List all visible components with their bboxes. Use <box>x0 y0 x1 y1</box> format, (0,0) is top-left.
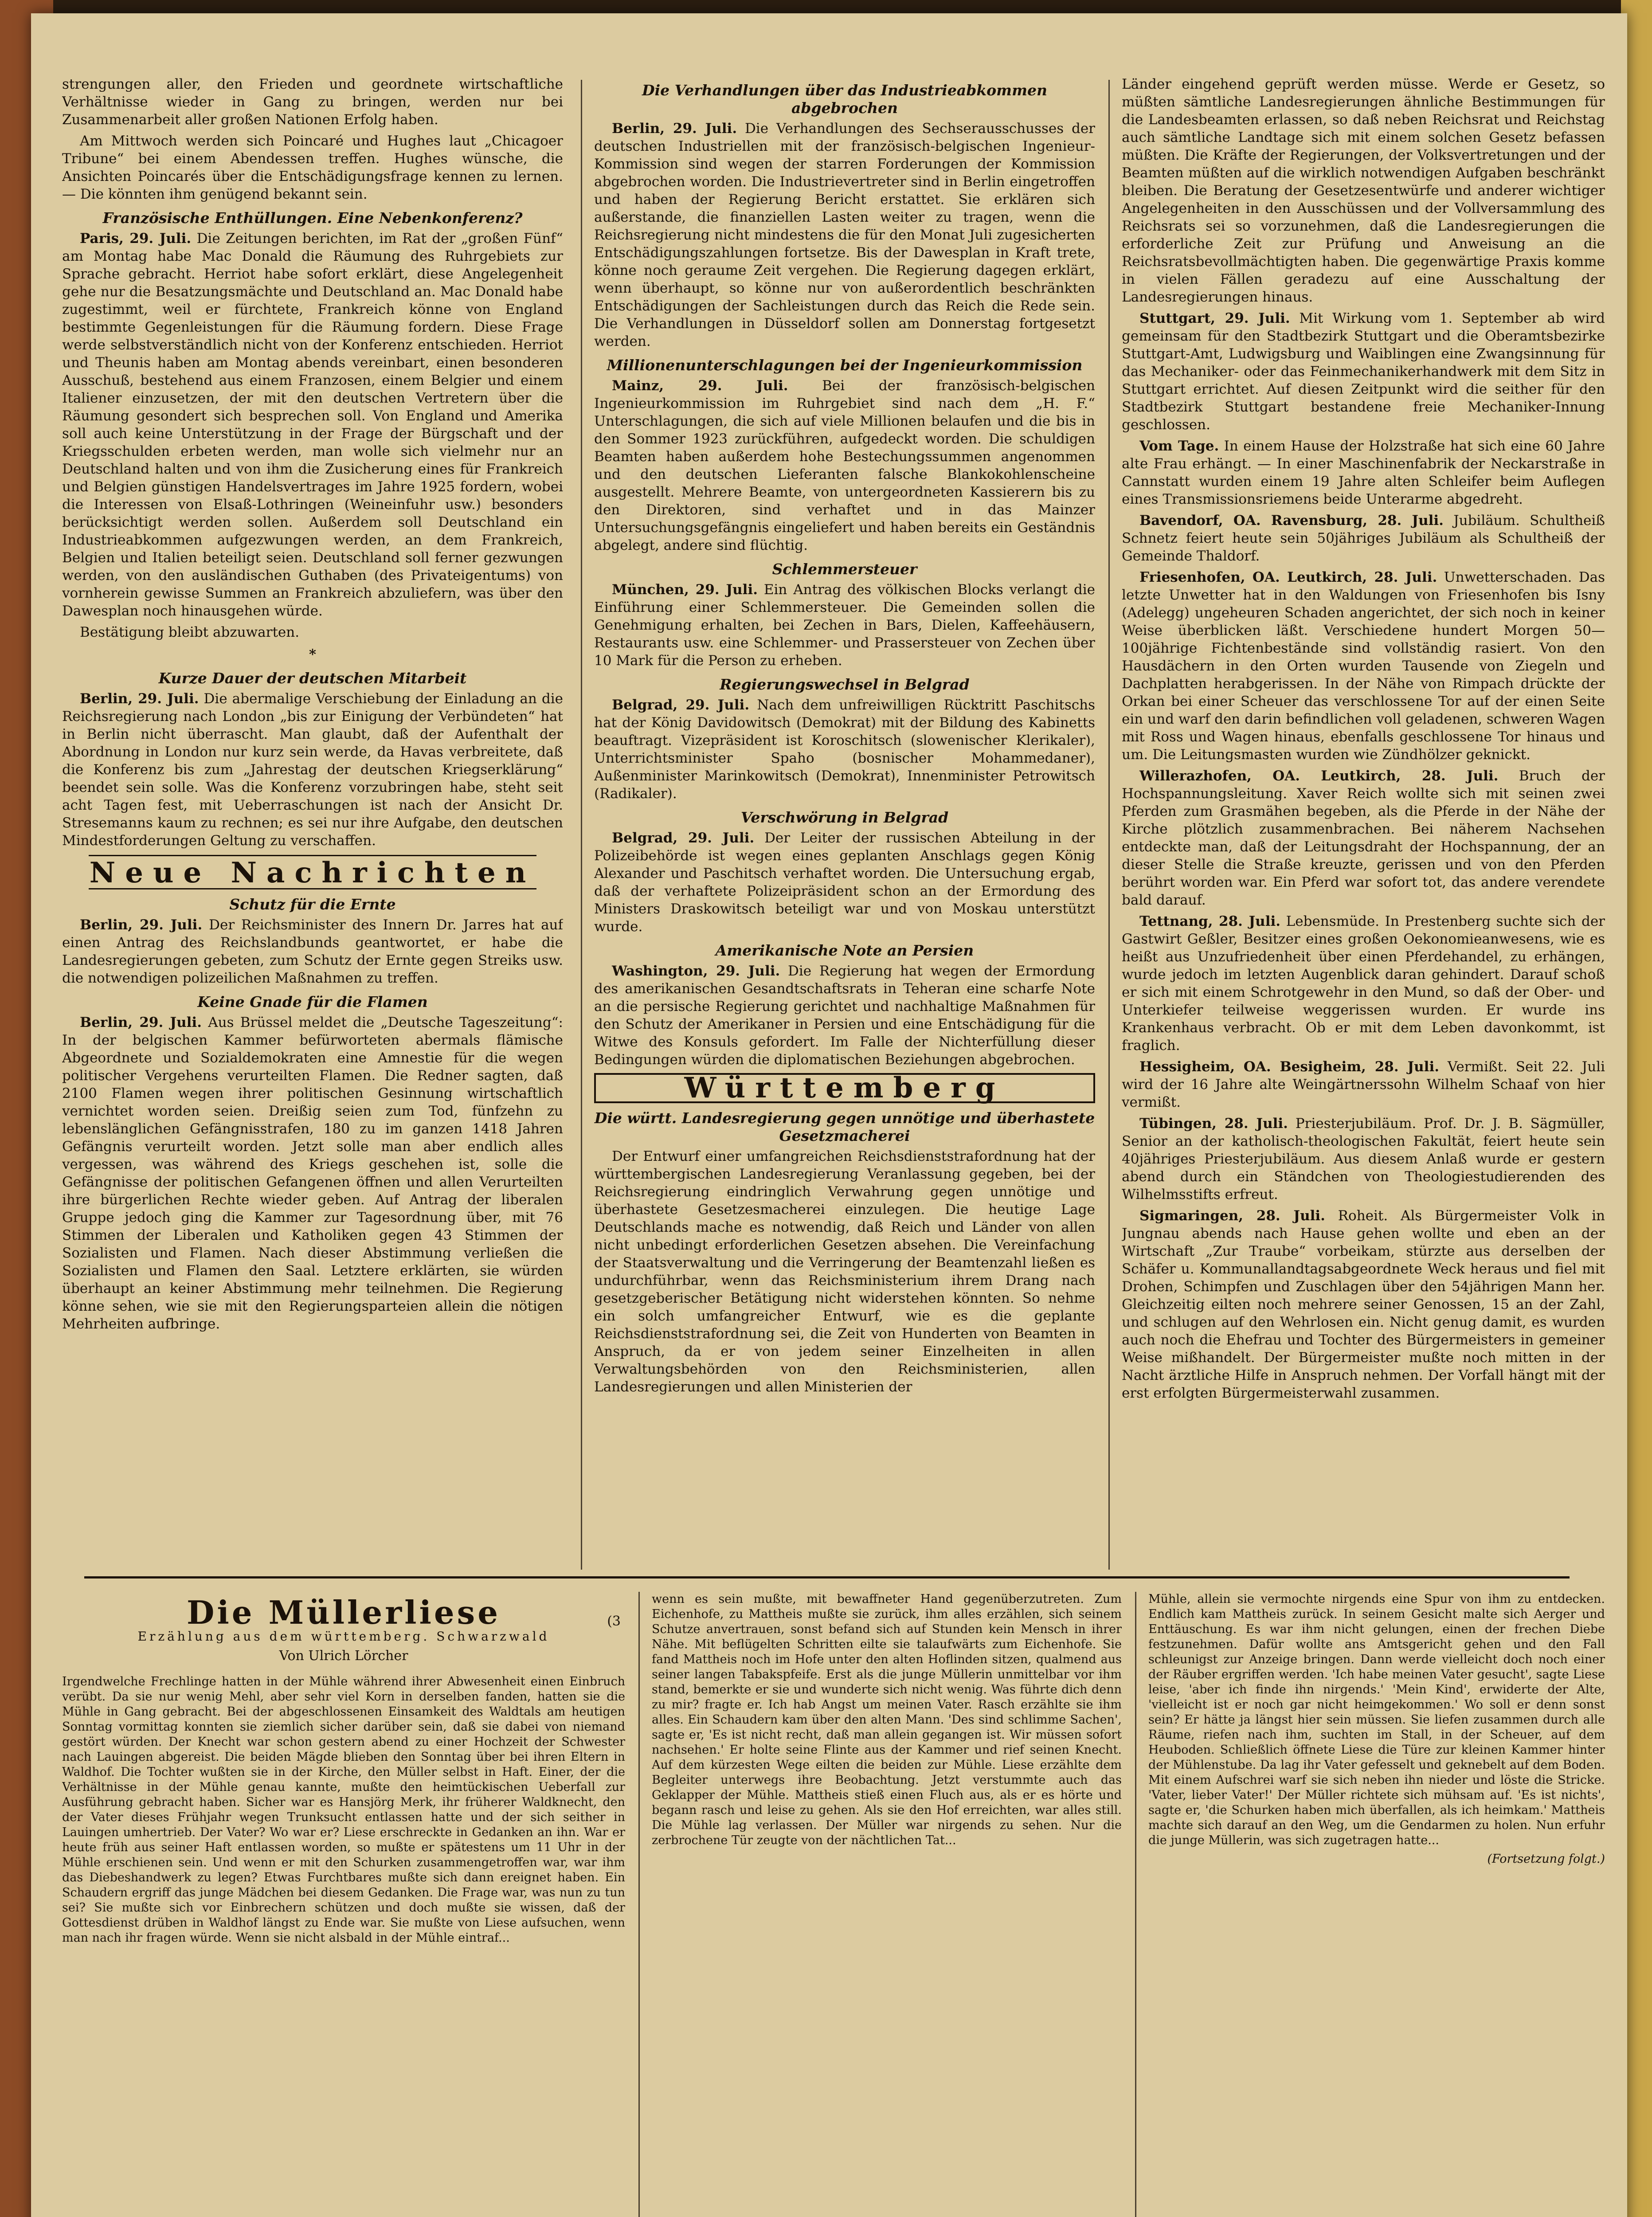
dateline: Sigmaringen, 28. Juli. <box>1139 1208 1325 1224</box>
article-headline: Regierungswechsel in Belgrad <box>720 676 970 693</box>
article-text: Ein Antrag des völkischen Blocks verlangt die Einführung einer Schlemmersteuer. Die Gemeinden sollen die Genehmigung erhalten, bei Zechen in Bars, Dielen, Kaffeehäusern, Restaurants usw. eine Schlemmer- und Prassersteuer von Zechen über 10 Mark für die Person zu erheben. <box>594 582 1095 669</box>
serial-text: Mühle, allein sie vermochte nirgends eine Spur von ihm zu entdecken. Endlich kam Mattheis zurück. In seinem Gesicht malte sich Aerger und Enttäuschung. Es war ihm nicht gelungen, einen der frechen Diebe festzunehmen. Dafür wollte ans Amtsgericht gehen und den Fall schleunigst zur Anzeige bringen. Dann werde vielleicht doch noch einer der Räuber ergriffen werden. 'Ich habe meinen Vater gesucht', sagte Liese leise, 'aber ich finde ihn nirgends.' 'Mein Kind', erwiderte der Alte, 'vielleicht ist er noch gar nicht heimgekommen.' Wo soll er denn sonst sein? Er hätte ja längst hier sein müssen. Sie liefen zusammen durch alle Räume, riefen nach ihm, suchten im Stall, in der Scheuer, auf dem Heuboden. Schließlich öffnete Liese die Türe zur kleinen Kammer hinter der Mühlenstube. Da lag ihr Vater gefesselt und geknebelt auf dem Boden. Mit einem Aufschrei warf sie sich neben ihn nieder und löste die Stricke. 'Vater, lieber Vater!' Der Müller richtete sich mühsam auf. 'Es ist nichts', sagte er, 'die Schurken haben mich überfallen, als ich heimkam.' Mattheis machte sich darauf an den Weg, um die Gendarmen zu holen. Nun erfuhr die junge Müllerin, was sich zugetragen hatte... <box>1148 1592 1605 1847</box>
dateline: Berlin, 29. Juli. <box>80 1014 202 1030</box>
section-title: Neue Nachrichten <box>89 856 536 889</box>
dateline: Paris, 29. Juli. <box>80 231 192 247</box>
newspaper-page <box>31 13 1627 2217</box>
column-3 <box>1122 75 1605 1561</box>
column-rule <box>1108 80 1110 1570</box>
article-text: Lebensmüde. In Prestenberg suchte sich der Gastwirt Geßler, Besitzer eines großen Oekonomieanwesens, wie es heißt aus Unzufriedenheit über einen Pferdehandel, zu erhängen, wurde jedoch im letzten Augenblick daran gehindert. Darauf schoß er sich mit einem Schrotgewehr in den Mund, so daß der Ober- und Unterkiefer teilweise weggerissen wurden. Er wurde ins Krankenhaus verbracht. Ob er mit dem Leben davonkommt, ist fraglich. <box>1122 913 1605 1054</box>
article-text: Nach dem unfreiwilligen Rücktritt Paschitschs hat der König Davidowitsch (Demokrat) mit der Bildung des Kabinetts beauftragt. Vizepräsident ist Koroschitsch (slowenischer Klerikaler), Unterrichtsminister Spaho (bosnischer Mohammedaner), Außenminister Marinkowitsch (Demokrat), Innenminister Petrowitsch (Radikaler). <box>594 697 1095 802</box>
article-text: Priesterjubiläum. Prof. Dr. J. B. Sägmüller, Senior an der katholisch-theologischen Fakultät, feiert heute sein 40jähriges Priesterjubiläum. Aus diesem Anlaß wurde er gestern abend durch ein Ständchen von Theologiestudierenden des Wilhelmsstifts erfreut. <box>1122 1116 1605 1203</box>
article-text: Am Mittwoch werden sich Poincaré und Hughes laut „Chicagoer Tribune“ bei einem Abendessen treffen. Hughes wünsche, die Ansichten Poincarés über die Entschädigungsfrage kennen zu lernen. — Die könnten ihm genügend bekannt sein. <box>62 133 563 202</box>
feuilleton-separator <box>84 1576 1570 1579</box>
dateline: Belgrad, 29. Juli. <box>612 830 755 846</box>
dateline: Washington, 29. Juli. <box>612 963 780 979</box>
article-headline: Französische Enthüllungen. Eine Nebenkonferenz? <box>102 209 523 227</box>
serial-title: Die Müllerliese <box>186 1594 501 1631</box>
column-rule <box>581 80 582 1570</box>
serial-column-3 <box>1148 1592 1605 2217</box>
article-text: Länder eingehend geprüft werden müsse. Werde er Gesetz, so müßten sämtliche Landesregierungen ähnliche Bestimmungen für die Landesbeamten erlassen, so daß neben Reichsrat und Reichstag auch sämtliche Landtage sich mit einem solchen Gesetz befassen müßten. Die Kräfte der Regierungen, der Volksvertretungen und der Beamten müßten auf die wirklich notwendigen Aufgaben beschränkt bleiben. Die Beratung der Gesetzesentwürfe und anderer wichtiger Angelegenheiten in den Ausschüssen und der Vollversammlung des Reichsrats sei so vorzunehmen, daß die Landesregierungen die erforderliche Zeit zur Prüfung und Anweisung an die Reichsratsbevollmächtigten haben. Die gegenwärtige Praxis komme in vielen Fällen geradezu auf eine Ausschaltung der Landesregierungen hinaus. <box>1122 76 1605 305</box>
column-1 <box>62 75 563 1561</box>
column-rule <box>1135 1592 1136 2217</box>
article-text: Die Zeitungen berichten, im Rat der „großen Fünf“ am Montag habe Mac Donald die Räumung des Ruhrgebiets zur Sprache gebracht. Herriot habe sofort erklärt, diese Angelegenheit gehe nur die Besatzungsmächte und Deutschland an. Mac Donald habe zugestimmt, weil er fürchtete, Frankreich könne von England bestimmte Gegenleistungen für die Räumung fordern. Diese Frage werde selbstverständlich nicht von der Konferenz entschieden. Herriot und Theunis haben am Montag abends vereinbart, einen besonderen Ausschuß, bestehend aus einem Franzosen, einem Belgier und einem Italiener einzusetzen, der mit den deutschen Vertretern über die Räumung gesondert sich besprechen soll. Von England und Amerika soll auch keine Unterstützung in der Frage der Bürgschaft und der Kriegsschulden erbeten werden, man wolle sich vielmehr nur an Deutschland halten und von ihm die Zusicherung eines für Frankreich und Belgien günstigen Handelsvertrages im Jahre 1925 fordern, wobei die Interessen von Elsaß-Lothringen (Weineinfuhr usw.) besonders berücksichtigt werden sollen. Außerdem soll Deutschland ein Industrieabkommen aufgezwungen werden, an dem Frankreich, Belgien und Italien beteiligt seien. Deutschland soll ferner gezwungen werden, von den ausländischen Guthaben (des Privateigentums) von vornherein gewisse Summen an Frankreich abzuliefern, was über den Dawesplan noch hinausgehen würde. <box>62 231 563 619</box>
article-text: Vermißt. Seit 22. Juli wird der 16 Jahre alte Weingärtnerssohn Wilhelm Schaaf von hier vermißt. <box>1122 1059 1605 1110</box>
dateline: Friesenhofen, OA. Leutkirch, 28. Juli. <box>1139 569 1437 585</box>
serial-column-1 <box>62 1592 625 2217</box>
serial-column-2 <box>652 1592 1122 2217</box>
dateline: Mainz, 29. Juli. <box>612 378 788 394</box>
serial-text: wenn es sein mußte, mit bewaffneter Hand gegenüberzutreten. Zum Eichenhofe, zu Mattheis mußte sie zurück, ihm alles erzählen, sich seinem Schutze anvertrauen, sonst befand sich auf Stunden kein Mensch in ihrer Nähe. Mit beflügelten Schritten eilte sie talaufwärts zum Eichenhofe. Sie fand Mattheis noch im Hofe unter den alten Hoflinden sitzen, qualmend aus seiner langen Tabakspfeife. Erst als die junge Müllerin unmittelbar vor ihm stand, bemerkte er sie und wunderte sich nicht wenig. Was führte dich denn zu mir? fragte er. Ich hab Angst um meinen Vater. Rasch erzählte sie ihm alles. Ein Schaudern kam über den alten Mann. 'Des sind schlimme Sachen', sagte er, 'Es ist nicht recht, daß man allein gegangen ist. Wir müssen sofort nachsehen.' Er holte seine Flinte aus der Kammer und rief seinen Knecht. Auf dem kürzesten Wege eilten die beiden zur Mühle. Liese erzählte dem Begleiter unterwegs ihre Beobachtung. Jetzt verstummte auch das Geklapper der Mühle. Mattheis stieß einen Fluch aus, als er es hörte und begann rasch und leise zu gehen. Als sie den Hof erreichten, war alles still. Die Mühle lag verlassen. Der Müller war nirgends zu sehen. Nur die zerbrochene Tür zeugte von der nächtlichen Tat... <box>652 1592 1122 1847</box>
article-text: Der Reichsminister des Innern Dr. Jarres hat auf einen Antrag des Reichslandbunds geantwortet, er habe die Landesregierungen gebeten, zum Schutz der Ernte gegen Streiks usw. die notwendigen polizeilichen Maßnahmen zu treffen. <box>62 917 563 986</box>
column-2 <box>594 75 1095 1561</box>
article-text: strengungen aller, den Frieden und geordnete wirtschaftliche Verhältnisse wieder in Gang zu bringen, werden nur bei Zusammenarbeit aller großen Nationen Erfolg haben. <box>62 76 563 128</box>
dateline: Berlin, 29. Juli. <box>612 121 737 137</box>
article-headline: Keine Gnade für die Flamen <box>197 993 428 1011</box>
section-title: Württemberg <box>684 1071 1005 1105</box>
article-headline: Kurze Dauer der deutschen Mitarbeit <box>158 670 467 687</box>
separator-star: * <box>309 646 317 662</box>
article-headline: Schutz für die Ernte <box>229 896 396 913</box>
dateline: Bavendorf, OA. Ravensburg, 28. Juli. <box>1139 513 1444 529</box>
dateline: Berlin, 29. Juli. <box>80 691 199 707</box>
dateline: Vom Tage. <box>1139 438 1219 454</box>
dateline: Willerazhofen, OA. Leutkirch, 28. Juli. <box>1139 768 1499 784</box>
article-text: Der Leiter der russischen Abteilung in der Polizeibehörde ist wegen eines geplanten Anschlags gegen König Alexander und Paschitsch verhaftet worden. Die Untersuchung ergab, daß der verhaftete Polizeipräsident schon an der Ermordung des Ministers Draskowitsch beteiligt war und von Moskau unterstützt wurde. <box>594 830 1095 935</box>
article-text: Jubiläum. Schultheiß Schnetz feiert heute sein 50jähriges Jubiläum als Schultheiß der Gemeinde Thaldorf. <box>1122 513 1605 564</box>
article-text: Bruch der Hochspannungsleitung. Xaver Reich wollte sich mit seinen zwei Pferden zum Grasmähen begeben, als die Pferde in der Nähe der Kirche plötzlich zusammenbrachen. Bei näherem Nachsehen entdeckte man, daß der Leitungsdraht der Hochspannung, der an dieser Stelle die Straße kreuzte, gerissen und von den Pferden berührt worden war. Ein Pferd war sofort tot, das andere verendete bald darauf. <box>1122 768 1605 908</box>
article-text: Der Entwurf einer umfangreichen Reichsdienststrafordnung hat der württembergischen Landesregierung Veranlassung gegeben, bei der Reichsregierung eindringlich Verwahrung gegen unnötige und überhastete Gesetzesmacherei einzulegen. Die heutige Lage Deutschlands mache es notwendig, daß Reich und Länder von allen nicht unbedingt erforderlichen Gesetzen absehen. Die Vereinfachung der Staatsverwaltung und die Verringerung der Beamtenzahl ließen es undurchführbar, wenn das Reichsministerium ihrem Drang nach gesetzgeberischer Betätigung nicht widerstehen könnten. So nehme ein solch umfangreicher Entwurf, wie es die geplante Reichsdienststrafordnung sei, die Zeit von Hunderten von Beamten in Anspruch, da er von jedem seiner Einzelheiten in allen Verwaltungsbehörden von den Reichsministerien, allen Landesregierungen und allen Ministerien der <box>594 1148 1095 1395</box>
dateline: Berlin, 29. Juli. <box>80 917 203 933</box>
serial-text: Irgendwelche Frechlinge hatten in der Mühle während ihrer Abwesenheit einen Einbruch verübt. Da sie nur wenig Mehl, aber sehr viel Korn in derselben fanden, hatten sie die Mühle in Gang gebracht. Bei der abgeschlossenen Einsamkeit des Waldtals am heutigen Sonntag vormittag konnten sie ziemlich sicher darüber sein, daß sie dabei von niemand gestört würden. Der Knecht war schon gestern abend zu einer Hochzeit der Schwester nach Lauingen abgereist. Die beiden Mägde blieben den Sonntag über bei ihren Eltern in Waldhof. Die Tochter wußten sie in der Kirche, den Müller selbst in Haft. Einer, der die Verhältnisse in der Mühle genau kannte, mußte den heimtückischen Ueberfall zur Ausführung gebracht haben. Sicher war es Hansjörg Merk, ihr früherer Waldknecht, den der Vater dieses Frühjahr wegen Trunksucht entlassen hatte und der sich seither in Lauingen umhertrieb. Der Vater? Wo war er? Liese erschreckte in Gedanken an ihn. War er heute früh aus seiner Haft entlassen worden, so mußte er spätestens um 11 Uhr in der Mühle erschienen sein. Und wenn er mit den Schurken zusammengetroffen war, war ihm das Diebeshandwerk zu legen? Etwas Furchtbares mußte sich dann ereignet haben. Ein Schaudern ergriff das junge Mädchen bei diesem Gedanken. Die Frage war, was nun zu tun sei? Sie mußte sich vor Einbrechern schützen und doch mußte sie wissen, daß der Gottesdienst drüben in Waldhof längst zu Ende war. Sie mußte von Liese aufsuchen, wenn man nach ihr fragen würde. Wenn sie nicht alsbald in der Mühle eintraf... <box>62 1675 625 1945</box>
article-text: In einem Hause der Holzstraße hat sich eine 60 Jahre alte Frau erhängt. — In einer Maschinenfabrik der Neckarstraße in Cannstatt wurden einem 19 Jahre alten Schleifer beim Auflegen eines Transmissionsriemens beide Unterarme abgedreht. <box>1122 438 1605 507</box>
article-headline: Schlemmersteuer <box>772 560 917 578</box>
dateline: Belgrad, 29. Juli. <box>612 697 750 713</box>
article-text: Unwetterschaden. Das letzte Unwetter hat in den Waldungen von Friesenhofen bis Isny (Adelegg) ungeheuren Schaden angerichtet, der sich noch in keiner Weise überblicken läßt. Verschiedene hundert Morgen 50—100jährige Fichtenbestände sind vollständig rasiert. Von den Hausdächern in den Orten wurden Tausende von Ziegeln und Dachplatten herabgerissen. In der Nähe von Rimpach drückte der Orkan bei einer Scheuer das verschlossene Tor auf der einen Seite ein und warf den darin befindlichen voll geladenen, schweren Wagen mit Ross und Wagen hinaus, ebenfalls geschlossene Tor hinaus und um. Die Leitungsmasten wurden wie Zündhölzer geknickt. <box>1122 569 1605 763</box>
dateline: Tettnang, 28. Juli. <box>1139 913 1281 929</box>
article-text: Die Regierung hat wegen der Ermordung des amerikanischen Gesandtschaftsrats in Teheran eine scharfe Note an die persische Regierung gerichtet und nachhaltige Maßnahmen für den Schutz der Amerikaner in Persien und eine Entschädigung für die Witwe des Konsuls gefordert. Im Falle der Nichterfüllung dieser Bedingungen würden die diplomatischen Beziehungen abgebrochen. <box>594 963 1095 1068</box>
article-headline: Amerikanische Note an Persien <box>715 942 974 959</box>
serial-subtitle: Erzählung aus dem württemberg. Schwarzwald <box>137 1629 550 1644</box>
article-text: Die Verhandlungen des Sechserausschusses der deutschen Industriellen mit der französisch-belgischen Ingenieur-Kommission sind wegen der starren Forderungen der Kommission abgebrochen worden. Die Industrievertreter sind in Berlin eingetroffen und haben der Regierung Bericht erstattet. Sie erklären sich außerstande, die finanziellen Lasten weiter zu tragen, wenn die Reichsregierung nicht mindestens die für den Monat Juli zugesicherten Entschädigungszahlungen fortsetze. Bis der Dawesplan in Kraft trete, könne noch geraume Zeit vergehen. Die Regierung dagegen erklärt, wenn überhaupt, so könne nur von außerordentlich beschränkten Entschädigungen der Sachleistungen durch das Reich die Rede sein. Die Verhandlungen in Düsseldorf sollen am Donnerstag fortgesetzt werden. <box>594 121 1095 349</box>
article-text: Die abermalige Verschiebung der Einladung an die Reichsregierung nach London „bis zur Einigung der Verbündeten“ hat in Berlin nicht überrascht. Man glaubt, daß der Aufenthalt der Abordnung in London nur kurz sein werde, da Havas verbreitete, daß die Konferenz bis zum „Jahrestag der deutschen Kriegserklärung“ beendet sein solle. Was die Konferenz vorzubringen habe, steht seit acht Tagen fest, mit Ueberraschungen ist nach der Ansicht Dr. Stresemanns kaum zu rechnen; es sei nur ihre Aufgabe, den deutschen Mindestforderungen Geltung zu verschaffen. <box>62 691 563 849</box>
article-headline: Die württ. Landesregierung gegen unnötige und überhastete Gesetzmacherei <box>594 1109 1095 1144</box>
article-text: Bestätigung bleibt abzuwarten. <box>80 624 300 640</box>
section-title-box <box>594 1073 1095 1103</box>
continued-note: (Fortsetzung folgt.) <box>1487 1852 1605 1866</box>
column-rule <box>638 1592 640 2217</box>
dateline: München, 29. Juli. <box>612 582 758 598</box>
article-headline: Verschwörung in Belgrad <box>740 809 949 826</box>
article-text: Aus Brüssel meldet die „Deutsche Tageszeitung“: In der belgischen Kammer befürworteten abermals flämische Abgeordnete und Sozialdemokraten eine Amnestie für die wegen politischer Vergehens verurteilten Flamen. Die Redner sagten, daß 2100 Flamen wegen ihrer politischen Gesinnung wirtschaftlich vernichtet worden seien. Dreißig seien zum Tod, fünfzehn zu lebenslänglichen Gefängnisstrafen, 180 zu im ganzen 1418 Jahren Gefängnis verurteilt worden. Jetzt solle man aber endlich alles vergessen, was während des Kriegs geschehen ist, solle die Gefängnisse der politischen Gefangenen öffnen und allen Verurteilten ihre bürgerlichen Rechte wieder geben. Auf Antrag der liberalen Gruppe jedoch ging die Kammer zur Tagesordnung über, mit 76 Stimmen der Liberalen und Katholiken gegen 43 Stimmen der Sozialisten und Flamen. Nach dieser Abstimmung verließen die Sozialisten und Flamen den Saal. Letztere erklärten, sie würden überhaupt an keiner Abstimmung mehr teilnehmen. Die Regierung könne sehen, wie sie mit den Regierungsparteien allein die nötigen Mehrheiten aufbringe. <box>62 1014 563 1332</box>
dateline: Stuttgart, 29. Juli. <box>1139 310 1290 326</box>
installment-number: (3 <box>607 1614 621 1629</box>
article-headline: Die Verhandlungen über das Industrieabkommen abgebrochen <box>642 82 1047 117</box>
article-headline: Millionenunterschlagungen bei der Ingenieurkommission <box>607 356 1083 374</box>
article-text: Bei der französisch-belgischen Ingenieurkommission im Ruhrgebiet sind nach dem „H. F.“ Unterschlagungen, die sich auf viele Millionen belaufen und die bis in den Sommer 1923 zurückführen, aufgedeckt worden. Die schuldigen Beamten haben außerdem hohe Bestechungssummen angenommen und den deutschen Lieferanten falsche Blankokohlenscheine ausgestellt. Mehrere Beamte, von untergeordneten Kassierern bis zu den Direktoren, sind verhaftet und in das Mainzer Untersuchungsgefängnis eingeliefert und haben bereits ein Geständnis abgelegt, andere sind flüchtig. <box>594 378 1095 553</box>
serial-author: Von Ulrich Lörcher <box>279 1648 408 1664</box>
article-text: Roheit. Als Bürgermeister Volk in Jungnau abends nach Hause gehen wollte und eben an der Wirtschaft „Zur Traube“ vorbeikam, stürzte aus derselben der Schäfer u. Kommunallandtagsabgeordnete Weck heraus und fiel mit Drohen, Schimpfen und Zuschlagen über den 54jährigen Mann her. Gleichzeitig eilten noch mehrere seiner Genossen, 15 an der Zahl, und schlugen auf den Wehrlosen ein. Nicht genug damit, es wurden auch noch die Ehefrau und Tochter des Bürgermeisters in gemeiner Weise mißhandelt. Der Bürgermeister mußte noch mitten in der Nacht ärztliche Hilfe in Anspruch nehmen. Der Vorfall hängt mit der erst erfolgten Bürgermeisterwahl zusammen. <box>1122 1208 1605 1401</box>
dateline: Tübingen, 28. Juli. <box>1139 1116 1288 1132</box>
dateline: Hessigheim, OA. Besigheim, 28. Juli. <box>1139 1059 1440 1075</box>
article-text: Mit Wirkung vom 1. September ab wird gemeinsam für den Stadtbezirk Stuttgart und die Oberamtsbezirke Stuttgart-Amt, Ludwigsburg und Waiblingen eine Zwangsinnung für das Mechaniker- oder das Feinmechanikerhandwerk mit dem Sitz in Stuttgart errichtet. Auf diesen Zeitpunkt wird die seither für den Stadtbezirk Stuttgart bestandene freie Mechaniker-Innung geschlossen. <box>1122 310 1605 433</box>
